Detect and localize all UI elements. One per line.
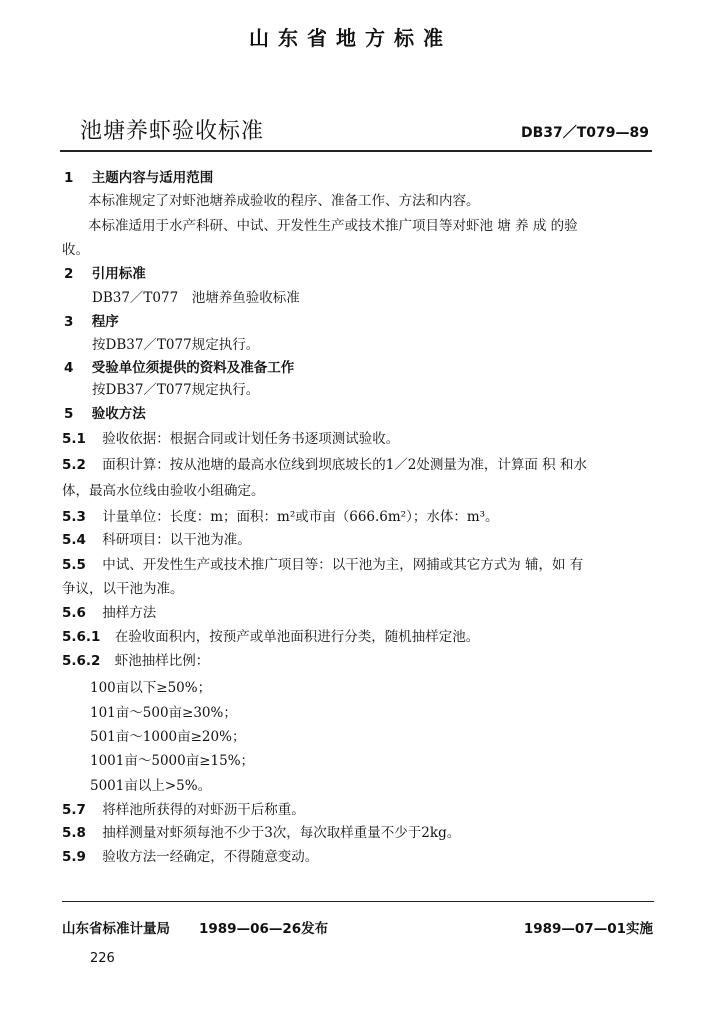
clause-5-3 (62, 507, 499, 527)
ratio-item: 501亩～1000亩≥20%； (90, 729, 246, 745)
clause-text: 在验收面积内，按预产或单池面积进行分类，随机抽样定池。 (114, 629, 480, 645)
clause-number: 5.6.1 (62, 629, 101, 645)
standard-category-title: 山东省地方标准 (249, 26, 452, 50)
paragraph: 按DB37／T077规定执行。 (92, 382, 260, 398)
clause-continuation: 争议，以干池为准。 (62, 581, 184, 597)
clause-text: 中试、开发性生产或技术推广项目等：以干池为主，网捕或其它方式为 辅，如 有 (102, 557, 584, 573)
clause-text: 虾池抽样比例： (114, 653, 210, 669)
ratio-item: 1001亩～5000亩≥15%； (90, 753, 255, 769)
page-number: 226 (90, 951, 115, 966)
paragraph: 按DB37／T077规定执行。 (92, 337, 260, 353)
section-title: 验收方法 (91, 406, 146, 422)
section-title: 受验单位须提供的资料及准备工作 (91, 360, 295, 376)
clause-number: 5.8 (62, 825, 86, 841)
clause-5-1 (62, 429, 399, 449)
clause-text: 将样池所获得的对虾沥干后称重。 (102, 802, 305, 818)
section-5-heading (64, 404, 146, 424)
issuer: 山东省标准计量局 (62, 921, 170, 937)
section-2-heading (64, 264, 146, 284)
paragraph: DB37／T077 池塘养鱼验收标准 (92, 290, 300, 306)
clause-title: 抽样方法 (102, 605, 157, 621)
issue-date: 1989—06—26发布 (199, 921, 329, 937)
paragraph: 本标准规定了对虾池塘养成验收的程序、准备工作、方法和内容。 (88, 193, 480, 209)
section-3-heading (64, 312, 119, 332)
section-number: 3 (64, 314, 74, 330)
clause-5-6-1 (62, 627, 479, 647)
section-title: 程序 (91, 314, 119, 330)
clause-text: 验收方法一经确定，不得随意变动。 (102, 849, 319, 865)
clause-text: 科研项目：以干池为准。 (102, 532, 251, 548)
clause-text: 面积计算：按从池塘的最高水位线到坝底坡长的1／2处测量为准，计算面 积 和水 (102, 457, 587, 473)
section-4-heading (64, 358, 294, 378)
clause-5-4 (62, 530, 251, 550)
standard-code: DB37／T079—89 (520, 125, 649, 141)
clause-5-7 (62, 800, 305, 820)
clause-number: 5.6.2 (62, 653, 101, 669)
clause-number: 5.1 (62, 431, 86, 447)
clause-continuation: 体，最高水位线由验收小组确定。 (62, 483, 265, 499)
clause-number: 5.5 (62, 557, 86, 573)
section-number: 2 (64, 266, 74, 282)
clause-number: 5.2 (62, 457, 86, 473)
clause-number: 5.7 (62, 802, 86, 818)
effective-date: 1989—07—01实施 (523, 921, 653, 937)
clause-text: 计量单位：长度：m；面积：m²或市亩（666.6m²）；水体：m³。 (102, 509, 499, 525)
clause-5-9 (62, 847, 318, 867)
clause-number: 5.9 (62, 849, 86, 865)
clause-number: 5.4 (62, 532, 86, 548)
paragraph-continuation: 收。 (62, 242, 89, 258)
ratio-item: 100亩以下≥50%； (90, 680, 212, 696)
section-title: 主题内容与适用范围 (91, 170, 214, 186)
section-number: 1 (64, 170, 74, 186)
clause-5-6 (62, 603, 156, 623)
clause-5-8 (62, 823, 460, 843)
clause-text: 抽样测量对虾须每池不少于3次，每次取样重量不少于2kg。 (102, 825, 461, 841)
clause-text: 验收依据：根据合同或计划任务书逐项测试验收。 (102, 431, 400, 447)
section-number: 5 (64, 406, 74, 422)
clause-number: 5.6 (62, 605, 86, 621)
standard-title: 池塘养虾验收标准 (80, 119, 265, 144)
section-number: 4 (64, 360, 74, 376)
clause-number: 5.3 (62, 509, 86, 525)
footer-divider (62, 901, 654, 902)
ratio-item: 101亩～500亩≥30%； (90, 705, 237, 721)
paragraph: 本标准适用于水产科研、中试、开发性生产或技术推广项目等对虾池 塘 养 成 的验 (88, 218, 578, 234)
clause-5-6-2 (62, 651, 209, 671)
section-1-heading (64, 168, 213, 188)
header-divider (60, 150, 652, 152)
ratio-item: 5001亩以上>5%。 (90, 778, 212, 794)
clause-5-2 (62, 455, 587, 475)
clause-5-5 (62, 555, 583, 575)
section-title: 引用标准 (91, 266, 146, 282)
